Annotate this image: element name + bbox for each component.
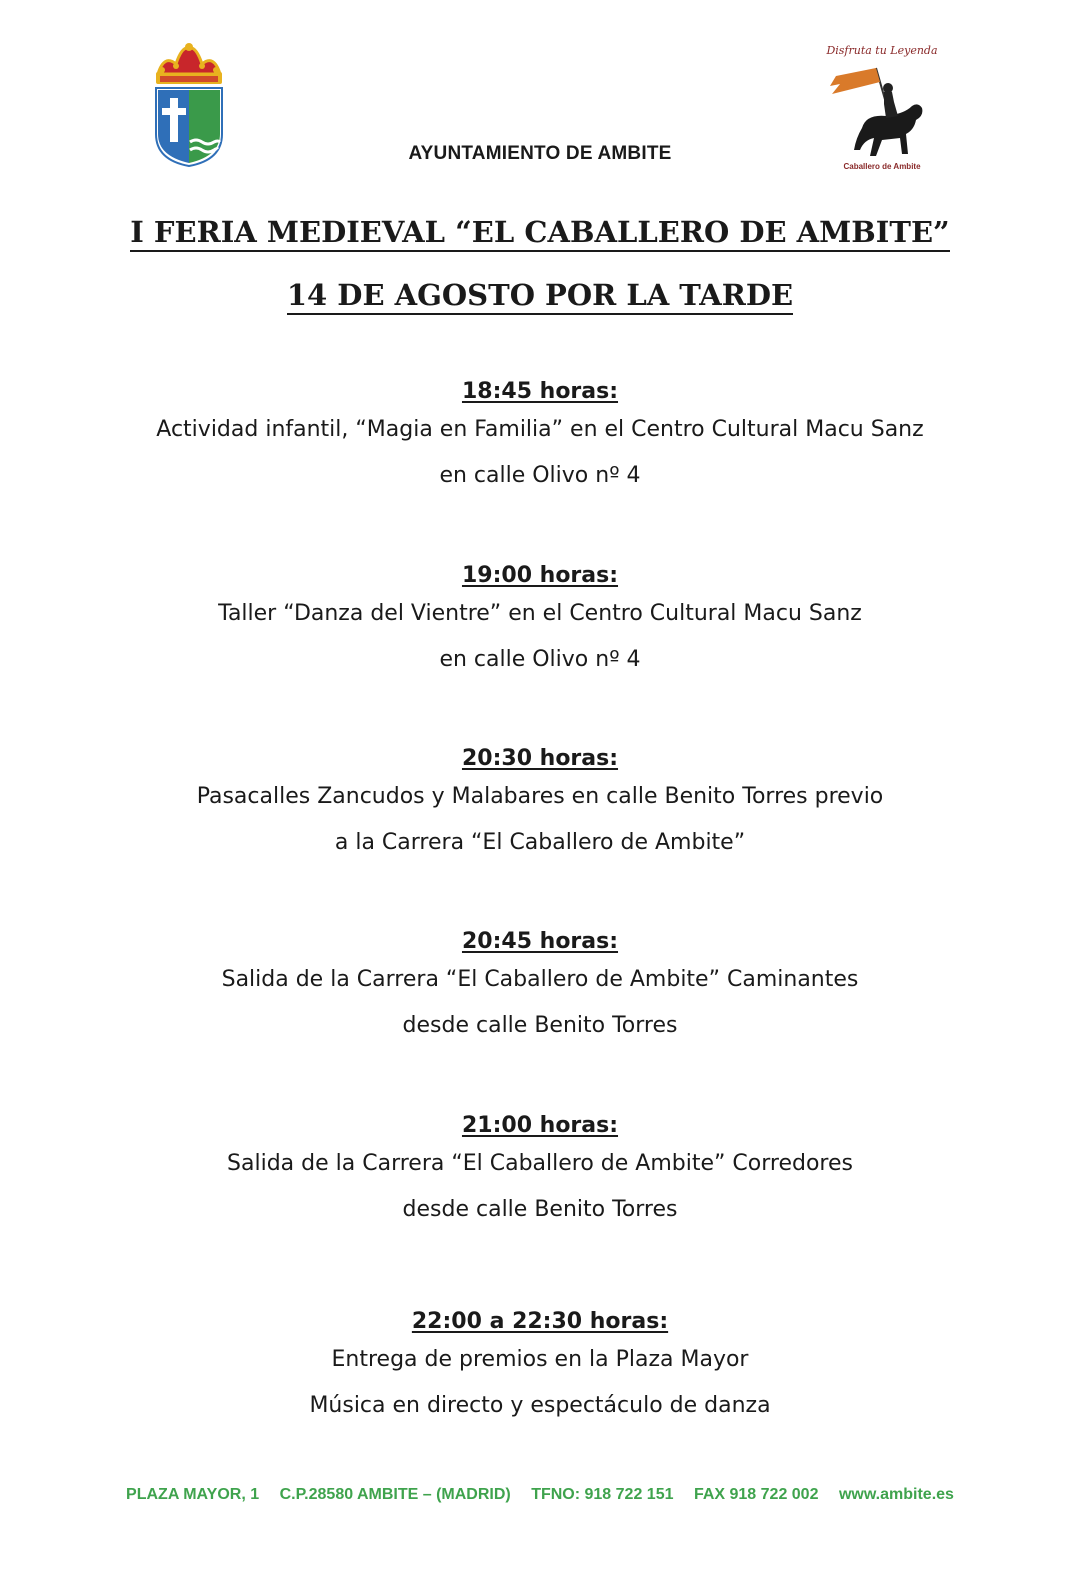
schedule-description: Salida de la Carrera “El Caballero de Ambite” Caminantes <box>221 967 859 992</box>
schedule-description: Taller “Danza del Vientre” en el Centro Cultural Macu Sanz <box>218 601 862 626</box>
schedule-location: desde calle Benito Torres <box>402 1013 678 1038</box>
logo-tagline: Disfruta tu Leyenda <box>826 44 938 57</box>
schedule-item <box>0 377 1080 499</box>
schedule-location: a la Carrera “El Caballero de Ambite” <box>334 830 746 855</box>
schedule-item <box>0 927 1080 1049</box>
schedule-item <box>0 1307 1080 1429</box>
schedule-description: Actividad infantil, “Magia en Familia” en el Centro Cultural Macu Sanz <box>156 417 924 442</box>
event-date <box>0 278 1080 312</box>
schedule-time: 20:30 horas: <box>461 746 619 771</box>
schedule-location: desde calle Benito Torres <box>402 1197 678 1222</box>
schedule-location: en calle Olivo nº 4 <box>439 647 641 672</box>
logo-brand: Caballero de Ambite <box>843 162 921 171</box>
footer-contact <box>0 1486 1080 1504</box>
event-title-text: I FERIA MEDIEVAL “EL CABALLERO DE AMBITE” <box>130 215 949 252</box>
schedule-time: 18:45 horas: <box>461 379 619 404</box>
footer-website-link[interactable]: www.ambite.es <box>838 1486 954 1503</box>
schedule-time: 20:45 horas: <box>461 929 619 954</box>
footer-phone: TFNO: 918 722 151 <box>531 1486 674 1503</box>
schedule-item <box>0 744 1080 866</box>
schedule-description: Pasacalles Zancudos y Malabares en calle Benito Torres previo <box>196 784 884 809</box>
schedule-description: Entrega de premios en la Plaza Mayor <box>331 1347 749 1372</box>
schedule-location: Música en directo y espectáculo de danza <box>309 1393 771 1418</box>
event-title <box>0 215 1080 249</box>
event-date-text: 14 DE AGOSTO POR LA TARDE <box>287 278 793 315</box>
schedule-time: 19:00 horas: <box>461 563 619 588</box>
schedule-time: 21:00 horas: <box>461 1113 619 1138</box>
organization-heading: AYUNTAMIENTO DE AMBITE <box>408 143 672 164</box>
footer-address: PLAZA MAYOR, 1 <box>126 1486 260 1503</box>
schedule-time: 22:00 a 22:30 horas: <box>411 1309 669 1334</box>
schedule-item <box>0 1111 1080 1233</box>
schedule-location: en calle Olivo nº 4 <box>439 463 641 488</box>
schedule-description: Salida de la Carrera “El Caballero de Ambite” Corredores <box>227 1151 853 1176</box>
footer-fax: FAX 918 722 002 <box>693 1486 819 1503</box>
schedule-item <box>0 561 1080 683</box>
footer-postal: C.P.28580 AMBITE – (MADRID) <box>279 1486 511 1503</box>
